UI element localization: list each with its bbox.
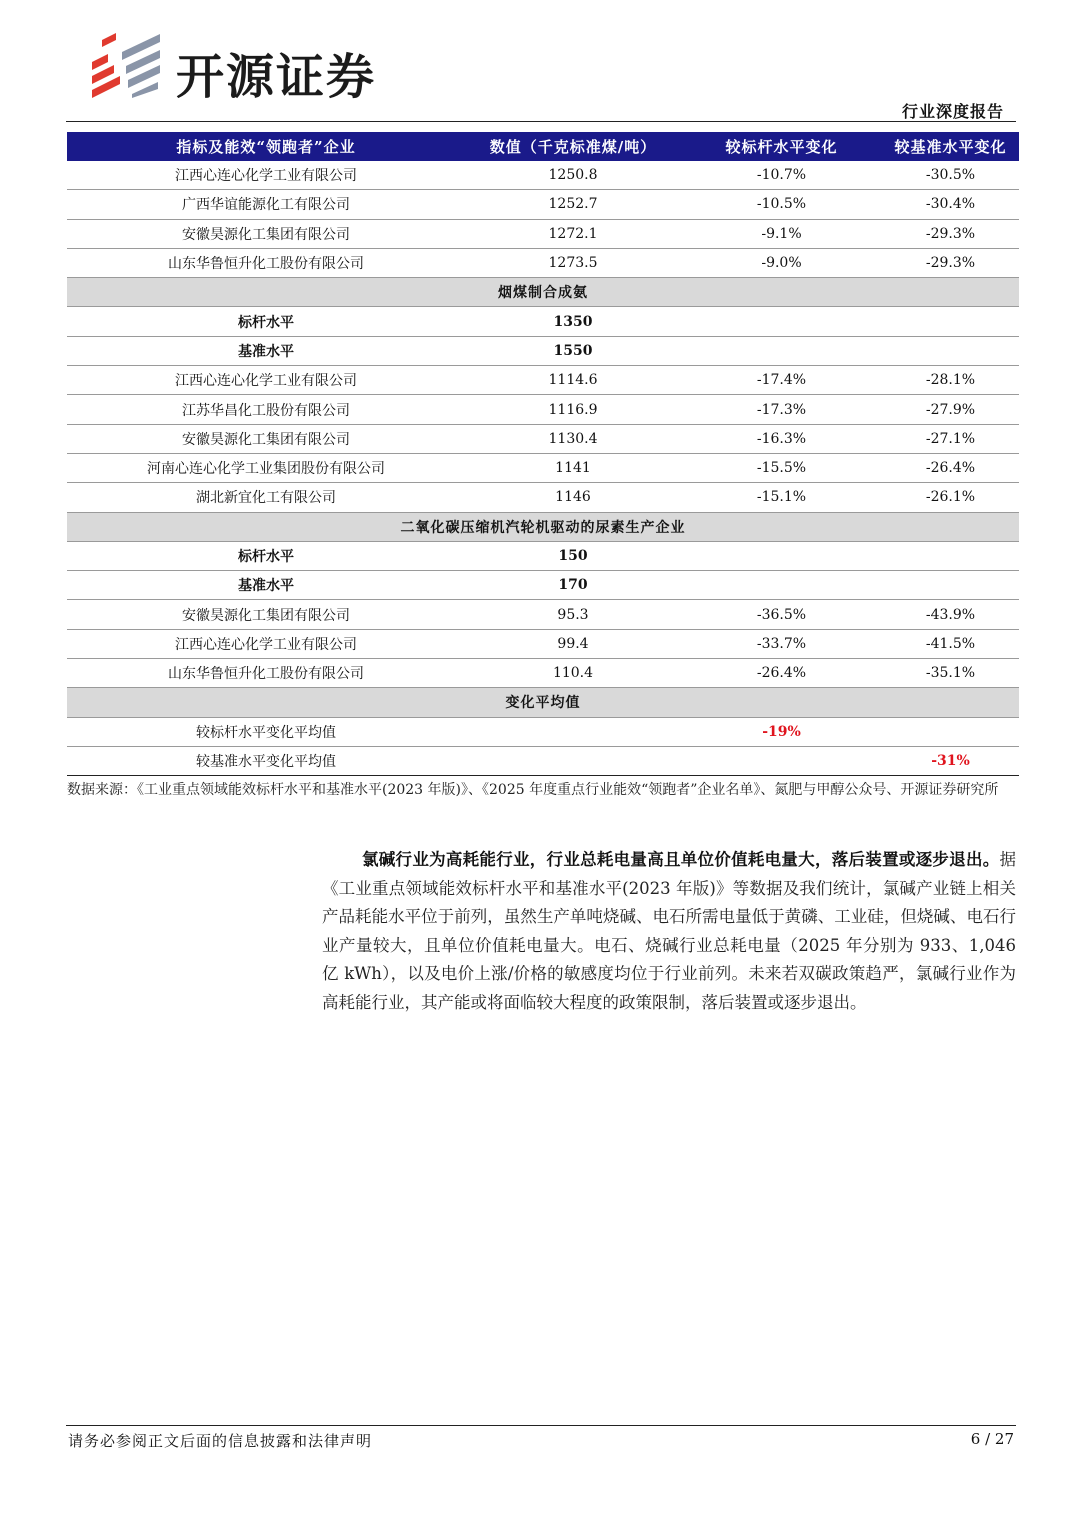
table-row — [67, 161, 1019, 190]
cell-value: 170 — [465, 571, 681, 600]
cell-vs-benchmark: -10.7% — [681, 161, 882, 190]
table-row — [67, 219, 1019, 248]
cell-company: 江西心连心化学工业有限公司 — [67, 366, 465, 395]
cell-vs-benchmark: -26.4% — [681, 659, 882, 688]
column-header-value: 数值（千克标准煤/吨） — [465, 132, 681, 161]
cell-value: 1146 — [465, 483, 681, 512]
cell-vs-benchmark: -17.3% — [681, 395, 882, 424]
report-type: 行业深度报告 — [901, 102, 1004, 121]
cell-vs-benchmark: -16.3% — [681, 424, 882, 453]
cell-vs-baseline — [882, 571, 1019, 600]
cell-vs-benchmark: -15.5% — [681, 453, 882, 482]
cell-company: 基准水平 — [67, 336, 465, 365]
footer-divider — [66, 1425, 1016, 1426]
cell-vs-benchmark: -33.7% — [681, 629, 882, 658]
cell-vs-baseline: -29.3% — [882, 219, 1019, 248]
cell-company: 江苏华昌化工股份有限公司 — [67, 395, 465, 424]
cell-value: 1130.4 — [465, 424, 681, 453]
cell-vs-benchmark — [681, 541, 882, 570]
cell-vs-baseline: -30.4% — [882, 190, 1019, 219]
table-row — [67, 336, 1019, 365]
footer-disclaimer: 请务必参阅正文后面的信息披露和法律声明 — [68, 1432, 373, 1450]
cell-company: 江西心连心化学工业有限公司 — [67, 629, 465, 658]
kaiyuan-logo-icon — [88, 32, 168, 98]
table-body — [67, 161, 1019, 776]
table-row — [67, 453, 1019, 482]
cell-company: 江西心连心化学工业有限公司 — [67, 161, 465, 190]
table-row — [67, 366, 1019, 395]
column-header-company: 指标及能效“领跑者”企业 — [67, 132, 465, 161]
paragraph-lead: 氯碱行业为高耗能行业，行业总耗电量高且单位价值耗电量大，落后装置或逐步退出。 — [362, 850, 1000, 869]
cell-value: 1114.6 — [465, 366, 681, 395]
cell-vs-benchmark: -9.0% — [681, 248, 882, 277]
data-source-note: 数据来源：《工业重点领域能效标杆水平和基准水平(2023 年版)》、《2025 年度重点行业能效“领跑者”企业名单》、氮肥与甲醇公众号、开源证券研究所 — [67, 782, 999, 798]
cell-vs-benchmark — [681, 571, 882, 600]
cell-company: 安徽昊源化工集团有限公司 — [67, 424, 465, 453]
cell-vs-benchmark: -19% — [681, 717, 882, 746]
table-row — [67, 659, 1019, 688]
table-row — [67, 248, 1019, 277]
analysis-paragraph — [322, 846, 1016, 1017]
cell-company: 安徽昊源化工集团有限公司 — [67, 600, 465, 629]
table-row — [67, 571, 1019, 600]
table-section-row — [67, 512, 1019, 541]
cell-company: 较基准水平变化平均值 — [67, 746, 465, 775]
energy-efficiency-table — [67, 132, 1019, 776]
table-row — [67, 190, 1019, 219]
cell-company: 安徽昊源化工集团有限公司 — [67, 219, 465, 248]
cell-company: 湖北新宜化工有限公司 — [67, 483, 465, 512]
table-header-row — [67, 132, 1019, 161]
cell-value — [465, 746, 681, 775]
cell-vs-baseline: -27.9% — [882, 395, 1019, 424]
paragraph-body: 据《工业重点领域能效标杆水平和基准水平(2023 年版)》等数据及我们统计，氯碱产业链上相关产品耗能水平位于前列，虽然生产单吨烧碱、电石所需电量低于黄磷、工业硅，但烧碱、电石行业产量较大，且单位价值耗电量大。电石、烧碱行业总耗电量（2025 年分别为 933、1,046 亿 kWh），以及电价上涨/价格的敏感度均位于行业前列。未来若双碳政策趋严，氯碱行业作为高耗能行业，其产能或将面临较大程度的政策限制，落后装置或逐步退出。 — [322, 850, 1016, 1012]
cell-vs-baseline: -26.4% — [882, 453, 1019, 482]
cell-vs-baseline: -27.1% — [882, 424, 1019, 453]
cell-company: 山东华鲁恒升化工股份有限公司 — [67, 248, 465, 277]
table-row — [67, 424, 1019, 453]
cell-vs-baseline — [882, 541, 1019, 570]
table-row — [67, 746, 1019, 775]
section-title: 二氧化碳压缩机汽轮机驱动的尿素生产企业 — [67, 512, 1019, 541]
page-number: 6 / 27 — [970, 1430, 1014, 1448]
cell-vs-benchmark — [681, 336, 882, 365]
table-row — [67, 600, 1019, 629]
cell-vs-baseline: -43.9% — [882, 600, 1019, 629]
cell-value: 1116.9 — [465, 395, 681, 424]
cell-value: 95.3 — [465, 600, 681, 629]
cell-value: 1273.5 — [465, 248, 681, 277]
table-row — [67, 307, 1019, 336]
cell-vs-benchmark: -15.1% — [681, 483, 882, 512]
cell-vs-baseline: -31% — [882, 746, 1019, 775]
cell-company: 山东华鲁恒升化工股份有限公司 — [67, 659, 465, 688]
cell-vs-benchmark — [681, 307, 882, 336]
cell-vs-baseline — [882, 717, 1019, 746]
cell-vs-baseline: -28.1% — [882, 366, 1019, 395]
cell-value — [465, 717, 681, 746]
cell-value: 150 — [465, 541, 681, 570]
cell-vs-baseline — [882, 307, 1019, 336]
header-divider — [66, 121, 1016, 122]
column-header-vs-baseline: 较基准水平变化 — [882, 132, 1019, 161]
cell-vs-baseline — [882, 336, 1019, 365]
cell-vs-benchmark: -10.5% — [681, 190, 882, 219]
cell-value: 1350 — [465, 307, 681, 336]
cell-vs-baseline: -41.5% — [882, 629, 1019, 658]
cell-value: 99.4 — [465, 629, 681, 658]
cell-company: 河南心连心化学工业集团股份有限公司 — [67, 453, 465, 482]
cell-company: 标杆水平 — [67, 541, 465, 570]
table-section-row — [67, 688, 1019, 717]
section-title: 变化平均值 — [67, 688, 1019, 717]
brand-name: 开源证券 — [176, 49, 377, 105]
cell-company: 广西华谊能源化工有限公司 — [67, 190, 465, 219]
table-row — [67, 717, 1019, 746]
table-row — [67, 541, 1019, 570]
table-row — [67, 629, 1019, 658]
page-header — [0, 0, 1080, 125]
section-title: 烟煤制合成氨 — [67, 278, 1019, 307]
cell-company: 较标杆水平变化平均值 — [67, 717, 465, 746]
table-row — [67, 395, 1019, 424]
cell-vs-benchmark: -17.4% — [681, 366, 882, 395]
cell-value: 1141 — [465, 453, 681, 482]
table-section-row — [67, 278, 1019, 307]
cell-vs-baseline: -29.3% — [882, 248, 1019, 277]
cell-vs-baseline: -35.1% — [882, 659, 1019, 688]
cell-value: 1250.8 — [465, 161, 681, 190]
cell-vs-benchmark: -9.1% — [681, 219, 882, 248]
cell-vs-benchmark — [681, 746, 882, 775]
column-header-vs-benchmark: 较标杆水平变化 — [681, 132, 882, 161]
cell-company: 标杆水平 — [67, 307, 465, 336]
cell-value: 110.4 — [465, 659, 681, 688]
cell-vs-baseline: -30.5% — [882, 161, 1019, 190]
cell-value: 1550 — [465, 336, 681, 365]
cell-vs-benchmark: -36.5% — [681, 600, 882, 629]
cell-value: 1272.1 — [465, 219, 681, 248]
cell-company: 基准水平 — [67, 571, 465, 600]
cell-value: 1252.7 — [465, 190, 681, 219]
cell-vs-baseline: -26.1% — [882, 483, 1019, 512]
table-row — [67, 483, 1019, 512]
